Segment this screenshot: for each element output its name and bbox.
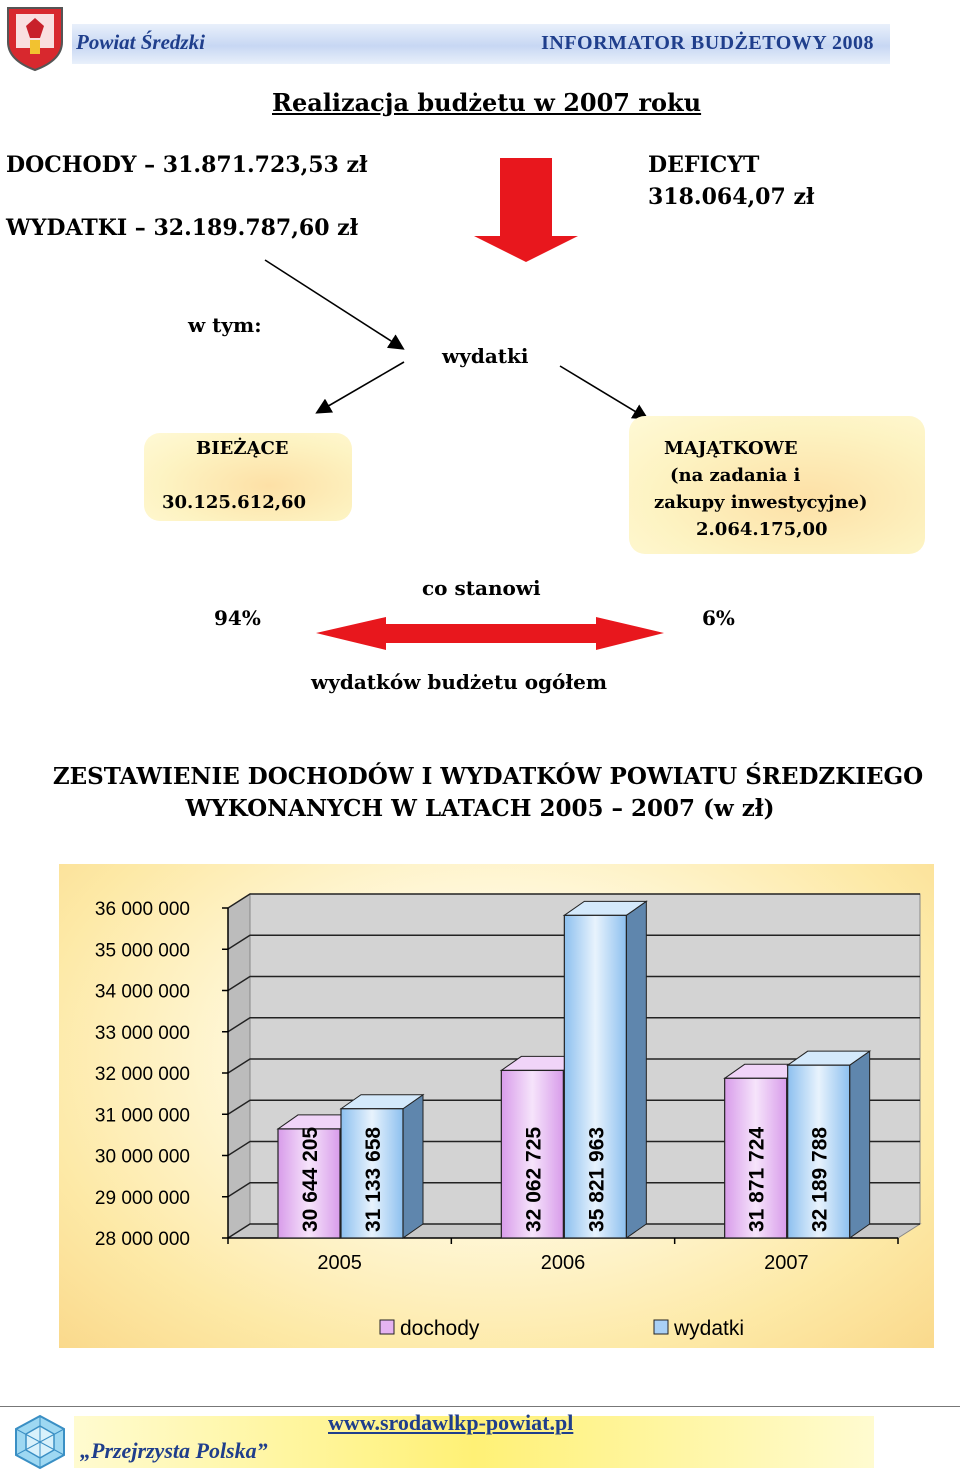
x-tick-label: 2005 <box>317 1252 362 1274</box>
legend-label-dochody: dochody <box>400 1317 480 1340</box>
share-top-text: co stanowi <box>422 576 541 600</box>
share-bottom-text: wydatków budżetu ogółem <box>311 670 607 694</box>
header-county-name: Powiat Średzki <box>76 30 205 54</box>
legend-swatch-dochody <box>380 1320 394 1334</box>
expenses-node-label: wydatki <box>442 344 529 368</box>
chart-section-title-1: ZESTAWIENIE DOCHODÓW I WYDATKÓW POWIATU ŚREDZKIEGO <box>52 763 924 790</box>
legend-label-wydatki: wydatki <box>674 1317 745 1340</box>
bar-side-wydatki-2005 <box>403 1095 423 1238</box>
bar-value-label: 35 821 963 <box>585 1126 609 1232</box>
y-tick-label: 28 000 000 <box>94 1229 190 1250</box>
legend-swatch-wydatki <box>654 1320 668 1334</box>
chart-section-title-2: WYKONANYCH W LATACH 2005 – 2007 (w zł) <box>185 795 775 822</box>
y-tick-label: 35 000 000 <box>94 940 190 962</box>
bar-value-label: 32 062 725 <box>522 1126 546 1232</box>
y-tick-label: 31 000 000 <box>94 1105 190 1127</box>
including-label: w tym: <box>188 313 262 337</box>
footer-website-link[interactable]: www.srodawlkp-powiat.pl <box>328 1410 574 1435</box>
capital-expenses-desc-1: (na zadania i <box>670 465 801 486</box>
y-tick-label: 33 000 000 <box>94 1022 190 1044</box>
bar-value-label: 31 871 724 <box>745 1126 769 1232</box>
bar-value-label: 31 133 658 <box>362 1126 385 1232</box>
y-tick-label: 36 000 000 <box>94 899 190 920</box>
bar-side-wydatki-2006 <box>626 901 646 1238</box>
share-left-percent: 94% <box>214 606 261 630</box>
transparency-logo-icon <box>12 1414 68 1470</box>
y-tick-label: 32 000 000 <box>94 1064 190 1085</box>
deficit-label: DEFICYT <box>648 152 760 178</box>
capital-expenses-desc-2: zakupy inwestycyjne) <box>654 492 868 513</box>
footer-divider <box>0 1406 960 1407</box>
capital-expenses-title: MAJĄTKOWE <box>664 438 798 459</box>
x-tick-label: 2006 <box>540 1252 586 1274</box>
footer-motto: „Przejrzysta Polska” <box>80 1438 268 1463</box>
current-expenses-value: 30.125.612,60 <box>162 492 307 513</box>
capital-expenses-value: 2.064.175,00 <box>696 519 828 540</box>
expenses-total: WYDATKI – 32.189.787,60 zł <box>6 215 359 241</box>
share-right-percent: 6% <box>702 606 735 630</box>
bar-value-label: 32 189 788 <box>808 1126 832 1232</box>
y-tick-label: 30 000 000 <box>94 1146 190 1168</box>
y-tick-label: 34 000 000 <box>94 981 190 1003</box>
page-title: Realizacja budżetu w 2007 roku <box>272 88 702 117</box>
deficit-value: 318.064,07 zł <box>648 184 815 210</box>
y-tick-label: 29 000 000 <box>94 1187 190 1209</box>
bar-value-label: 30 644 205 <box>299 1126 322 1232</box>
income-total: DOCHODY – 31.871.723,53 zł <box>6 152 368 178</box>
header-publication-title: INFORMATOR BUDŻETOWY 2008 <box>541 32 874 54</box>
current-expenses-title: BIEŻĄCE <box>196 438 289 459</box>
x-tick-label: 2007 <box>764 1252 809 1274</box>
bar-side-wydatki-2007 <box>850 1051 870 1238</box>
